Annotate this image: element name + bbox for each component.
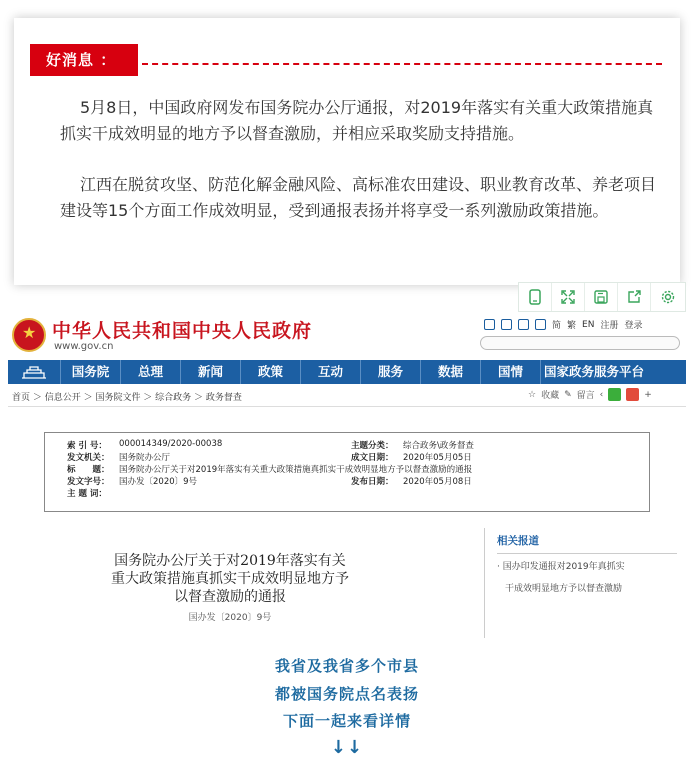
nav-premier[interactable]: 总理	[120, 360, 180, 384]
related-link[interactable]: · 国办印发通报对2019年真抓实 干成效明显地方予以督查激励	[497, 562, 625, 594]
fullscreen-icon[interactable]	[552, 283, 585, 311]
info-value: 综合政务\政务督查	[403, 441, 474, 451]
save-icon[interactable]	[585, 283, 618, 311]
document-info-table	[44, 432, 650, 512]
news-paragraph-1: 5月8日，中国政府网发布国务院办公厅通报，对2019年落实有关重大政策措施真抓实干成效明显的地方予以督查激励，并相应采取奖励支持措施。	[60, 98, 654, 143]
message-label[interactable]: 留言	[576, 391, 595, 401]
info-label: 标 题：	[67, 465, 110, 475]
nav-news[interactable]: 新闻	[180, 360, 240, 384]
mail-icon[interactable]	[484, 319, 495, 330]
favorite-label[interactable]: 收藏	[541, 391, 560, 401]
info-value: 2020年05月08日	[403, 477, 472, 487]
plus-icon[interactable]: +	[644, 389, 652, 400]
national-emblem-icon	[12, 318, 46, 352]
weibo-icon[interactable]	[518, 319, 529, 330]
nav-interaction[interactable]: 互动	[300, 360, 360, 384]
nav-data[interactable]: 数据	[420, 360, 480, 384]
nav-national[interactable]: 国情	[480, 360, 540, 384]
dashed-divider	[142, 63, 662, 65]
info-value: 国务院办公厅	[119, 453, 171, 463]
good-news-tag: 好消息 ：	[30, 44, 138, 76]
settings-icon[interactable]	[651, 283, 684, 311]
info-label: 主 题 词：	[67, 489, 107, 499]
simplified-link[interactable]: 简	[552, 321, 562, 331]
site-url: www.gov.cn	[54, 341, 114, 352]
info-value: 国办发〔2020〕9号	[119, 477, 198, 487]
related-heading: 相关报道	[497, 535, 539, 547]
breadcrumb[interactable]: 首页 ＞ 信息公开 ＞ 国务院文件 ＞ 综合政务 ＞ 政务督查	[12, 393, 242, 403]
divider	[497, 553, 677, 554]
page-actions	[528, 388, 652, 401]
footer-line-2: 都被国务院点名表扬	[274, 685, 419, 703]
divider	[8, 406, 686, 407]
home-icon[interactable]	[8, 360, 60, 384]
info-label: 索 引 号：	[67, 441, 107, 451]
search-input[interactable]	[480, 336, 680, 350]
nav-gov-service-platform[interactable]: 国家政务服务平台	[540, 360, 647, 384]
footer-line-1: 我省及我省多个市县	[274, 657, 419, 675]
login-link[interactable]: 登录	[624, 321, 643, 331]
wechat-share-icon[interactable]	[608, 388, 621, 401]
register-link[interactable]: 注册	[600, 321, 619, 331]
info-value: 2020年05月05日	[403, 453, 472, 463]
message-icon[interactable]: ✎	[564, 389, 572, 400]
down-arrows-icon: ↓↓	[330, 737, 364, 758]
main-nav	[8, 360, 686, 384]
favorite-icon[interactable]: ☆	[528, 389, 537, 400]
wechat-icon[interactable]	[535, 319, 546, 330]
document-title: 国务院办公厅关于对2019年落实有关重大政策措施真抓实干成效明显地方予以督查激励的通报	[111, 553, 349, 605]
english-link[interactable]: EN	[582, 319, 595, 330]
info-label: 发文字号：	[67, 477, 110, 487]
info-value: 国务院办公厅关于对2019年落实有关重大政策措施真抓实干成效明显地方予以督查激励的通报	[119, 465, 473, 475]
info-label: 发文机关：	[67, 453, 110, 463]
editor-toolbar	[518, 282, 686, 312]
phone-icon[interactable]	[519, 283, 552, 311]
gov-site-screenshot	[8, 312, 686, 638]
traditional-link[interactable]: 繁	[567, 321, 577, 331]
document-number: 国办发〔2020〕9号	[188, 613, 272, 623]
share-icon[interactable]	[618, 283, 651, 311]
share-small-icon[interactable]: ‹	[599, 389, 604, 400]
nav-policy[interactable]: 政策	[240, 360, 300, 384]
related-reports	[484, 528, 680, 638]
nav-service[interactable]: 服务	[360, 360, 420, 384]
top-links	[484, 318, 642, 331]
info-label: 发布日期：	[351, 477, 394, 487]
info-label: 成文日期：	[351, 453, 394, 463]
mobile-icon[interactable]	[501, 319, 512, 330]
info-label: 主题分类：	[351, 441, 394, 451]
info-value: 000014349/2020-00038	[119, 439, 223, 449]
footer-line-3: 下面一起来看详情	[282, 712, 411, 730]
site-title: 中华人民共和国中央人民政府	[52, 320, 313, 342]
weibo-share-icon[interactable]	[626, 388, 639, 401]
news-paragraph-2: 江西在脱贫攻坚、防范化解金融风险、高标准农田建设、职业教育改革、养老项目建设等15个方面工作成效明显，受到通报表扬并将享受一系列激励政策措施。	[60, 175, 657, 220]
nav-state-council[interactable]: 国务院	[60, 360, 120, 384]
